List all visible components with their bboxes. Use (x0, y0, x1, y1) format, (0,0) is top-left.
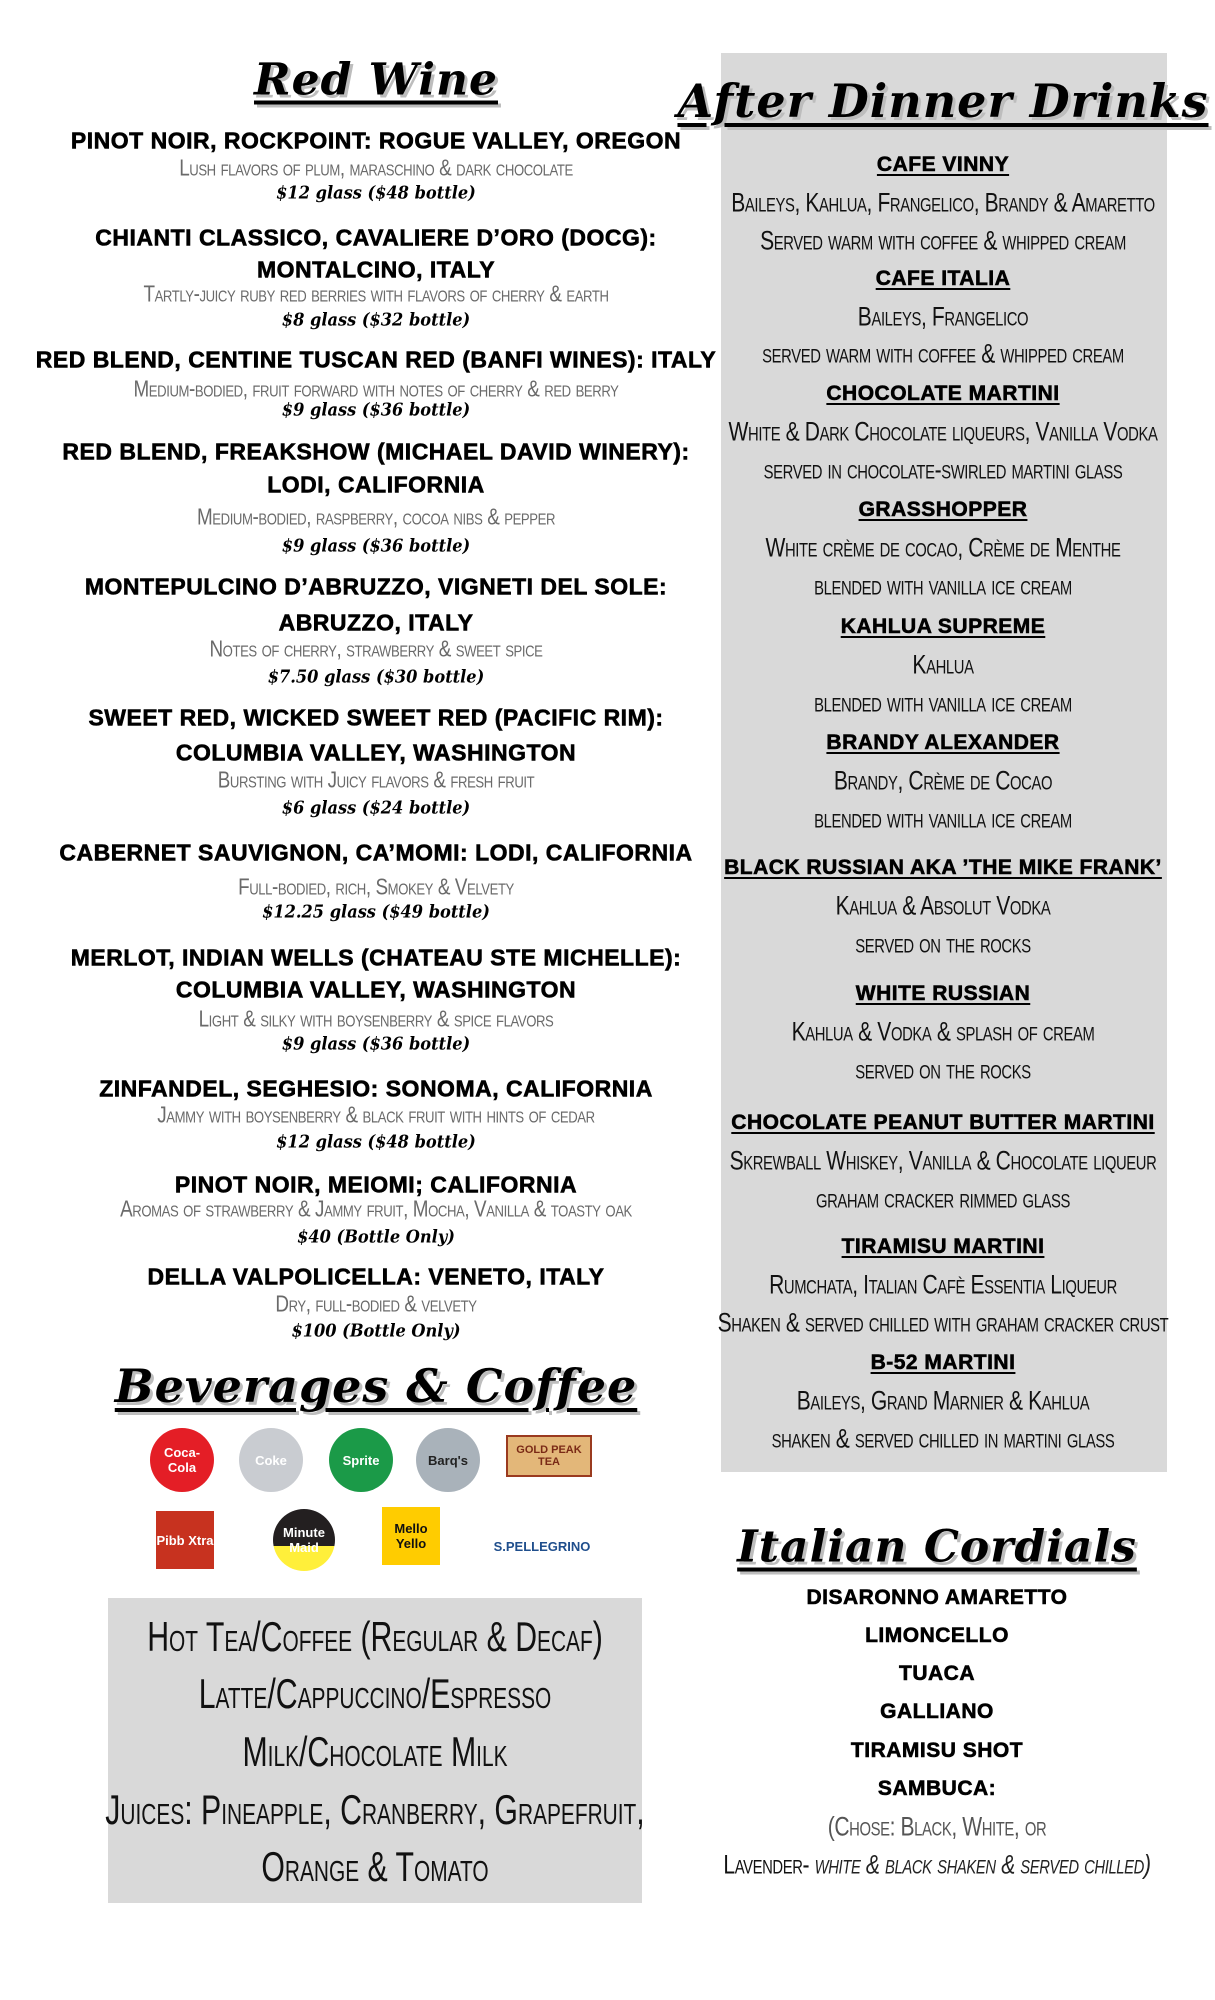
s-pellegrino-logo: S.PELLEGRINO (482, 1531, 602, 1561)
drink-description: served on the rocks (855, 1054, 1031, 1085)
after-dinner-title: After Dinner Drinks (677, 74, 1209, 128)
wine-price: $12 glass ($48 bottle) (276, 182, 476, 204)
wine-name: CHIANTI CLASSICO, CAVALIERE D’ORO (DOCG): (95, 224, 657, 251)
drink-name: WHITE RUSSIAN (855, 982, 1031, 1005)
wine-name: PINOT NOIR, ROCKPOINT: ROGUE VALLEY, OREGON (70, 127, 682, 154)
wine-name: RED BLEND, FREAKSHOW (MICHAEL DAVID WINERY): (62, 438, 690, 465)
wine-price: $8 glass ($32 bottle) (281, 309, 471, 331)
italian-cordials-title: Italian Cordials (737, 1521, 1137, 1573)
wine-description: Full-bodied, rich, Smokey & Velvety (238, 873, 514, 900)
drink-description: shaken & served chilled in martini glass (771, 1423, 1115, 1454)
drink-name: CAFE ITALIA (875, 267, 1011, 290)
cordial-item: LIMONCELLO (865, 1624, 1009, 1647)
wine-name: LODI, CALIFORNIA (267, 471, 485, 498)
wine-price: $100 (Bottle Only) (291, 1320, 461, 1342)
wine-description: Jammy with boysenberry & black fruit with hints of cedar (157, 1101, 595, 1128)
drink-description: Kahlua (912, 649, 974, 680)
wine-name: MERLOT, INDIAN WELLS (CHATEAU STE MICHELLE): (70, 944, 682, 971)
wine-price: $9 glass ($36 bottle) (281, 399, 471, 421)
drink-description: blended with vanilla ice cream (814, 687, 1072, 718)
beverages-title: Beverages & Coffee (114, 1359, 638, 1413)
wine-name: COLUMBIA VALLEY, WASHINGTON (175, 739, 577, 766)
wine-description: Dry, full-bodied & velvety (275, 1290, 477, 1317)
wine-price: $40 (Bottle Only) (297, 1226, 455, 1248)
drink-description: Kahlua & Absolut Vodka (835, 890, 1051, 921)
drink-description: served in chocolate-swirled martini glass (763, 454, 1123, 485)
red-wine-title: Red Wine (254, 54, 498, 106)
cordial-item: DISARONNO AMARETTO (806, 1586, 1068, 1609)
wine-name: MONTEPULCINO D’ABRUZZO, VIGNETI DEL SOLE: (84, 573, 668, 600)
wine-description: Aromas of strawberry & Jammy fruit, Mocha, Vanilla & toasty oak (120, 1195, 632, 1222)
sprite-logo: Sprite (329, 1428, 393, 1492)
drink-description: blended with vanilla ice cream (814, 570, 1072, 601)
pibb-logo: Pibb Xtra (156, 1511, 214, 1569)
beverage-item: Orange & Tomato (261, 1843, 489, 1890)
wine-name: DELLA VALPOLICELLA: VENETO, ITALY (147, 1263, 605, 1290)
drink-description: Baileys, Frangelico (857, 301, 1029, 332)
mello-yello-logo: Mello Yello (382, 1507, 440, 1565)
drink-name: CHOCOLATE PEANUT BUTTER MARTINI (731, 1111, 1155, 1134)
drink-name: TIRAMISU MARTINI (841, 1235, 1045, 1258)
cordial-item: TUACA (899, 1662, 975, 1685)
drink-description: Brandy, Crème de Cocao (833, 765, 1053, 796)
beverage-item: Hot Tea/Coffee (Regular & Decaf) (147, 1613, 603, 1660)
wine-name: MONTALCINO, ITALY (256, 256, 496, 283)
after-dinner-panel (721, 53, 1167, 1472)
drink-description: Kahlua & Vodka & splash of cream (791, 1016, 1095, 1047)
drink-description: graham cracker rimmed glass (815, 1183, 1071, 1214)
wine-description: Bursting with Juicy flavors & fresh fruit (217, 766, 535, 793)
wine-name: RED BLEND, CENTINE TUSCAN RED (BANFI WINES): ITALY (35, 346, 717, 373)
drink-name: CAFE VINNY (876, 153, 1010, 176)
cordial-note-prefix: Lavender- (723, 1849, 815, 1880)
wine-name: PINOT NOIR, MEIOMI; CALIFORNIA (174, 1171, 578, 1198)
drink-name: GRASSHOPPER (858, 498, 1028, 521)
cordial-item: TIRAMISU SHOT (850, 1739, 1024, 1762)
drink-description: White crème de cocao, Crème de Menthe (765, 532, 1121, 563)
beverage-item: Milk/Chocolate Milk (242, 1728, 508, 1775)
wine-price: $12 glass ($48 bottle) (276, 1131, 476, 1153)
wine-name: SWEET RED, WICKED SWEET RED (PACIFIC RIM): (88, 704, 664, 731)
wine-description: Medium-bodied, fruit forward with notes of cherry & red berry (133, 375, 619, 402)
wine-description: Medium-bodied, raspberry, cocoa nibs & pepper (196, 503, 556, 530)
wine-description: Lush flavors of plum, maraschino & dark chocolate (179, 154, 573, 181)
drink-name: BRANDY ALEXANDER (826, 731, 1060, 754)
wine-description: Tartly-juicy ruby red berries with flavors of cherry & earth (143, 280, 609, 307)
drink-description: Served warm with coffee & whipped cream (760, 225, 1126, 256)
cordial-note-italic: white & black shaken & served chilled) (814, 1849, 1151, 1880)
beverage-item: Juices: Pineapple, Cranberry, Grapefruit, (105, 1786, 645, 1833)
wine-description: Light & silky with boysenberry & spice flavors (198, 1005, 554, 1032)
wine-price: $9 glass ($36 bottle) (281, 535, 471, 557)
wine-price: $12.25 glass ($49 bottle) (262, 901, 490, 923)
wine-price: $7.50 glass ($30 bottle) (267, 666, 485, 688)
drink-description: Baileys, Grand Marnier & Kahlua (796, 1385, 1090, 1416)
drink-description: White & Dark Chocolate liqueurs, Vanilla Vodka (728, 416, 1158, 447)
drink-name: KAHLUA SUPREME (840, 615, 1046, 638)
diet-coke-logo: Coke (239, 1428, 303, 1492)
drink-description: Shaken & served chilled with graham cracker crust (717, 1307, 1169, 1338)
wine-price: $9 glass ($36 bottle) (281, 1033, 471, 1055)
gold-peak-logo: GOLD PEAK TEA (506, 1435, 592, 1477)
drink-description: served warm with coffee & whipped cream (762, 338, 1124, 369)
wine-name: CABERNET SAUVIGNON, CA’MOMI: LODI, CALIFORNIA (59, 839, 693, 866)
drink-name: CHOCOLATE MARTINI (826, 382, 1060, 405)
drink-description: served on the rocks (855, 928, 1031, 959)
cordial-item: SAMBUCA: (877, 1777, 997, 1800)
drink-name: BLACK RUSSIAN AKA ’THE MIKE FRANK’ (724, 856, 1162, 879)
drink-description: Baileys, Kahlua, Frangelico, Brandy & Amaretto (731, 187, 1155, 218)
barqs-logo: Barq's (416, 1428, 480, 1492)
coca-cola-logo: Coca-Cola (150, 1428, 214, 1492)
wine-name: COLUMBIA VALLEY, WASHINGTON (175, 976, 577, 1003)
beverage-item: Latte/Cappuccino/Espresso (198, 1670, 552, 1717)
cordial-note-line2 (723, 1850, 1150, 1881)
drink-description: Rumchata, Italian Cafè Essentia Liqueur (769, 1269, 1117, 1300)
cordial-item: GALLIANO (880, 1700, 994, 1723)
drink-description: blended with vanilla ice cream (814, 803, 1072, 834)
minute-maid-logo: Minute Maid (273, 1509, 335, 1571)
wine-price: $6 glass ($24 bottle) (281, 797, 471, 819)
drink-name: B-52 MARTINI (870, 1351, 1016, 1374)
cordial-note: (Chose: Black, White, or (827, 1811, 1047, 1842)
wine-description: Notes of cherry, strawberry & sweet spice (209, 635, 543, 662)
wine-name: ABRUZZO, ITALY (278, 609, 474, 636)
drink-description: Skrewball Whiskey, Vanilla & Chocolate liqueur (729, 1145, 1157, 1176)
wine-name: ZINFANDEL, SEGHESIO: SONOMA, CALIFORNIA (99, 1075, 653, 1102)
